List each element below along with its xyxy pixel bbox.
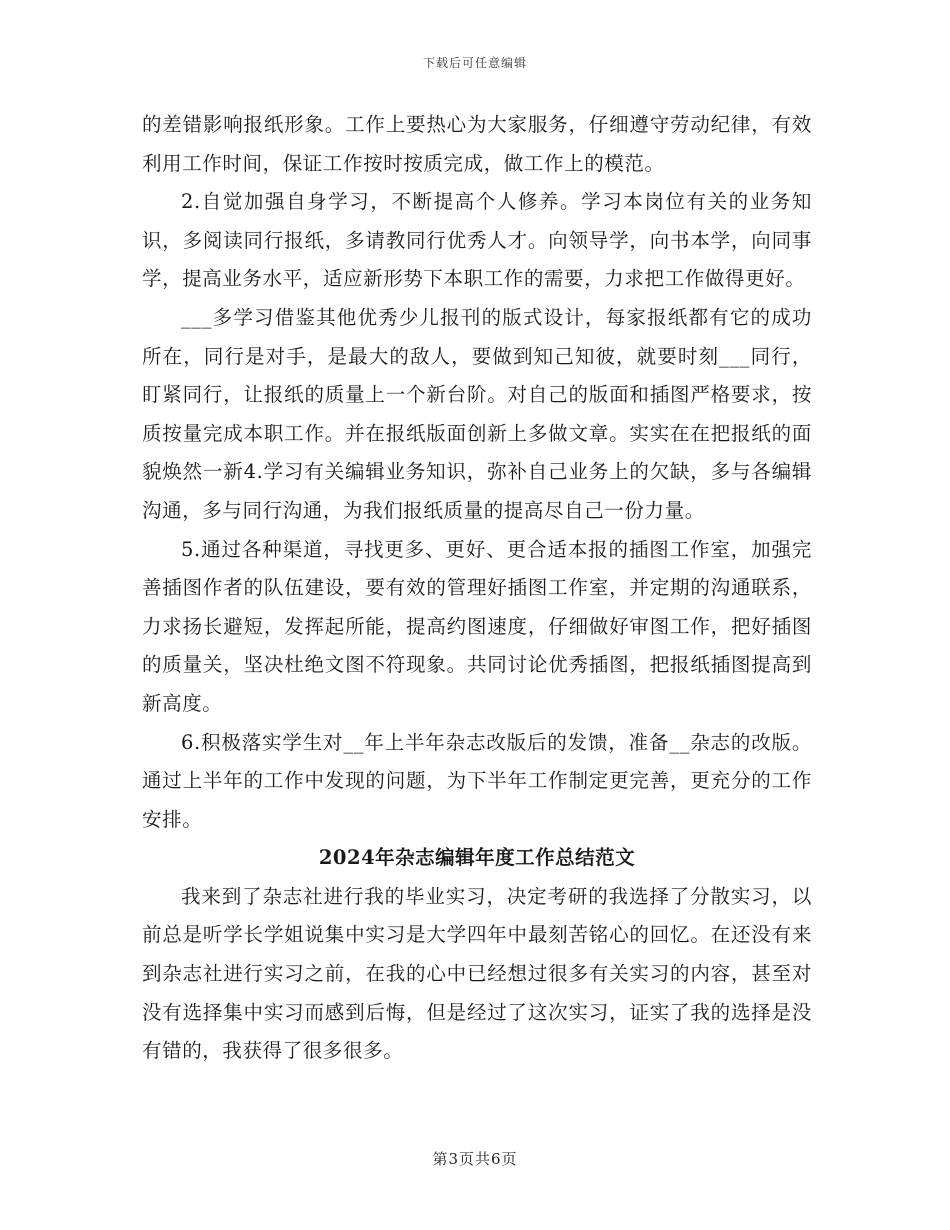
- section-title: 2024年杂志编辑年度工作总结范文: [318, 846, 636, 870]
- body-paragraph: 我来到了杂志社进行我的毕业实习，决定考研的我选择了分散实习，以前总是听学长学姐说集中实习是大学四年中最刻苦铭心的回忆。在还没有来到杂志社进行实习之前，在我的心中已经想过很多有关实习的内容，甚至对没有选择集中实习而感到后悔，但是经过了这次实习，证实了我的选择是没有错的，我获得了很多很多。: [142, 884, 812, 1063]
- body-paragraph: 6.积极落实学生对__年上半年杂志改版后的发馈，准备__杂志的改版。通过上半年的工作中发现的问题，为下半年工作制定更完善，更充分的工作安排。: [142, 730, 812, 831]
- page-header-note: 下载后可任意编辑: [422, 56, 527, 70]
- body-paragraph: 2.自觉加强自身学习，不断提高个人修养。学习本岗位有关的业务知识，多阅读同行报纸，多请教同行优秀人才。向领导学，向书本学，向同事学，提高业务水平，适应新形势下本职工作的需要，力求把工作做得更好。: [142, 190, 812, 291]
- body-paragraph: ___多学习借鉴其他优秀少儿报刊的版式设计，每家报纸都有它的成功所在，同行是对手，是最大的敌人，要做到知己知彼，就要时刻___同行，盯紧同行，让报纸的质量上一个新台阶。对自己的版面和插图严格要求，按质按量完成本职工作。并在报纸版面创新上多做文章。实实在在把报纸的面貌焕然一新4.学习有关编辑业务知识，弥补自己业务上的欠缺，多与各编辑沟通，多与同行沟通，为我们报纸质量的提高尽自己一份力量。: [142, 305, 812, 522]
- body-paragraph: 5.通过各种渠道，寻找更多、更好、更合适本报的插图工作室，加强完善插图作者的队伍建设，要有效的管理好插图工作室，并定期的沟通联系，力求扬长避短，发挥起所能，提高约图速度，仔细做好审图工作，把好插图的质量关，坚决杜绝文图不符现象。共同讨论优秀插图，把报纸插图提高到新高度。: [142, 537, 812, 715]
- page-number-footer: 第3页共6页: [432, 1150, 518, 1168]
- body-paragraph: 的差错影响报纸形象。工作上要热心为大家服务，仔细遵守劳动纪律，有效利用工作时间，保证工作按时按质完成，做工作上的模范。: [142, 113, 812, 175]
- document-body: [142, 106, 812, 1071]
